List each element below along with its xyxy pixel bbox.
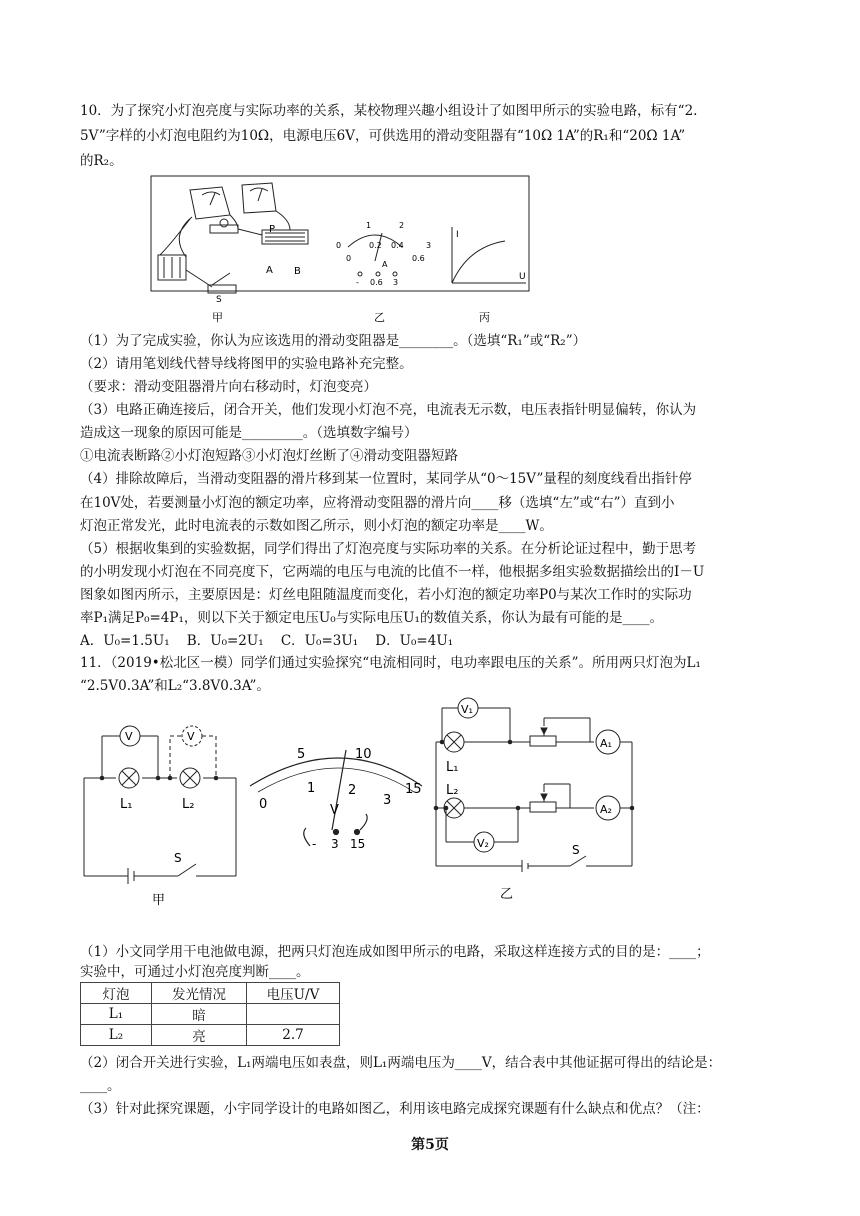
q10-caption-jia: 甲 [212,311,223,324]
q10-ammeter-tick-1: 1 [366,221,372,230]
q11-dial-term-15: 15 [350,837,366,851]
q10-caption-yi: 乙 [374,311,385,324]
q10-part3-line2: 造成这一现象的原因可能是_________。（选填数字编号） [80,425,418,441]
q11-part2-line2: ____。 [80,1078,121,1094]
q11-dial-3: 3 [383,793,392,808]
q10-ammeter-term-06: 0.6 [370,278,383,287]
q10-ammeter-letter: A [382,260,388,269]
q11-caption-jia: 甲 [152,893,166,908]
table-header-row [81,983,340,1004]
q11-voltmeter-dial [250,750,422,846]
q10-line3: 的R₂。 [80,153,123,169]
q11-yi-L1: L₁ [446,760,459,775]
q10-part5-line3: 图象如图丙所示，主要原因是：灯丝电阻随温度而变化，若小灯泡的额定功率P0与某次工作时的实际功 [80,587,692,603]
q11-jia-L2: L₂ [182,797,195,812]
q10-ammeter-tick-06: 0.6 [412,254,425,263]
q10-part5-choices: A．U₀=1.5U₁ B．U₀=2U₁ C．U₀=3U₁ D．U₀=4U₁ [80,633,454,649]
table-header-cell: 电压U/V [247,983,340,1004]
q10-caption-bing: 丙 [479,311,490,324]
table-cell [247,1004,340,1025]
q10-part1: （1）为了完成实验，你认为应该选用的滑动变阻器是________。（选填“R₁”或“R₂”） [80,333,587,349]
table-cell: 2.7 [247,1025,340,1046]
q11-line2: “2.5V0.3A”和L₂“3.8V0.3A”。 [80,678,270,694]
q11-dial-1: 1 [307,781,316,796]
q11-part1-line1: （1）小文同学用干电池做电源，把两只灯泡连成如图甲所示的电路，采取这样连接方式的目的是：____； [80,944,710,960]
q10-apparatus-jia [158,183,308,293]
q11-data-table [80,982,340,1046]
table-row [81,1004,340,1025]
table-cell: L₁ [81,1004,152,1025]
q10-ammeter-term-3: 3 [393,278,399,287]
q10-label-A: A [266,265,273,276]
q10-ammeter-yi [348,233,402,276]
q11-figure [70,690,650,912]
table-header-cell: 灯泡 [81,983,152,1004]
q10-part3-line1: （3）电路正确连接后，闭合开关，他们发现小灯泡不亮，电流表无示数，电压表指针明显偏转，你认为 [80,402,697,418]
q10-ammeter-tick-02: 0.2 [369,241,382,250]
q11-yi-A2: A₂ [600,803,612,816]
q10-part2: （2）请用笔划线代替导线将图甲的实验电路补充完整。 [80,356,413,372]
q11-circuit-jia [84,726,236,884]
q11-jia-S: S [174,851,182,865]
page-number: 第5页 [411,1137,449,1153]
q11-jia-voltmeter-V1: V [125,730,133,743]
q10-iu-graph [452,227,526,283]
table-cell: 暗 [152,1004,247,1025]
q10-label-B: B [294,266,301,277]
q10-label-S: S [216,295,222,305]
table-cell: L₂ [81,1025,152,1046]
q11-dial-10: 10 [355,747,372,762]
q11-line1: 11．（2019•松北区一模）同学们通过实验探究“电流相同时，电功率跟电压的关系”。所用两只灯泡为L₁ [80,655,701,671]
q10-ammeter-tick-0: 0 [336,241,342,250]
q11-jia-L1: L₁ [120,797,133,812]
q10-line2: 5V”字样的小灯泡电阻约为10Ω，电源电压6V，可供选用的滑动变阻器有“10Ω 1A”的R₁和“20Ω 1A” [80,128,686,144]
q10-part4-line3: 灯泡正常发光，此时电流表的示数如图乙所示，则小灯泡的额定功率是____W。 [80,518,553,534]
q10-ammeter-tick-3: 3 [426,241,432,250]
q11-yi-S: S [572,843,580,857]
q11-dial-V: V [330,803,339,818]
q10-ammeter-tick-0b: 0 [346,254,352,263]
q11-jia-voltmeter-V2: V [187,730,195,743]
q10-part5-line4: 率P₁满足P₀=4P₁，则以下关于额定电压U₀与实际电压U₁的数值关系，你认为最有可能的是____。 [80,610,663,626]
q11-yi-V1: V₁ [461,703,473,716]
table-cell: 亮 [152,1025,247,1046]
table-header-cell: 发光情况 [152,983,247,1004]
q11-dial-2: 2 [348,783,357,798]
q11-yi-V2: V₂ [477,837,489,850]
q10-label-P: P [269,224,276,235]
q11-yi-A1: A₁ [600,737,612,750]
q11-dial-15: 15 [405,782,422,797]
q10-part2-requirement: （要求：滑动变阻器滑片向右移动时，灯泡变亮） [80,379,377,395]
q11-dial-5: 5 [297,747,306,762]
q11-part2-line1: （2）闭合开关进行实验，L₁两端电压如表盘，则L₁两端电压为____V，结合表中其他证据可得出的结论是： [80,1055,722,1071]
q11-caption-yi: 乙 [500,887,514,902]
q10-ammeter-term-neg: - [356,278,359,287]
q10-graph-axis-I: I [456,230,459,240]
q10-ammeter-tick-04: 0.4 [391,241,404,250]
q11-circuit-yi [436,698,632,872]
q11-dial-0: 0 [259,797,268,812]
q10-part3-options: ①电流表断路②小灯泡短路③小灯泡灯丝断了④滑动变阻器短路 [80,448,458,464]
q10-graph-axis-U: U [519,272,526,282]
q11-part3-line1: （3）针对此探究课题，小宇同学设计的电路如图乙，利用该电路完成探究课题有什么缺点和优点？（注： [80,1101,710,1117]
q11-dial-term-neg: - [312,837,317,851]
q11-dial-term-3: 3 [331,837,339,851]
q10-figure [150,175,540,325]
q11-part1-line2: 实验中，可通过小灯泡亮度判断____。 [80,964,310,980]
q11-yi-L2: L₂ [446,783,459,798]
table-row [81,1025,340,1046]
q10-part5-line1: （5）根据收集到的实验数据，同学们得出了灯泡亮度与实际功率的关系。在分析论证过程中，勤于思考 [80,541,697,557]
q10-line1: 10．为了探究小灯泡亮度与实际功率的关系，某校物理兴趣小组设计了如图甲所示的实验电路，标有“2. [80,103,698,119]
q10-part4-line2: 在10V处，若要测量小灯泡的额定功率，应将滑动变阻器的滑片向____移（选填“左”或“右”）直到小 [80,495,675,511]
q10-part4-line1: （4）排除故障后，当滑动变阻器的滑片移到某一位置时，某同学从“0～15V”量程的刻度线看出指针停 [80,471,692,487]
q10-ammeter-tick-2: 2 [399,221,405,230]
q10-part5-line2: 的小明发现小灯泡在不同亮度下，它两端的电压与电流的比值不一样，他根据多组实验数据描绘出的I－U [80,564,705,580]
